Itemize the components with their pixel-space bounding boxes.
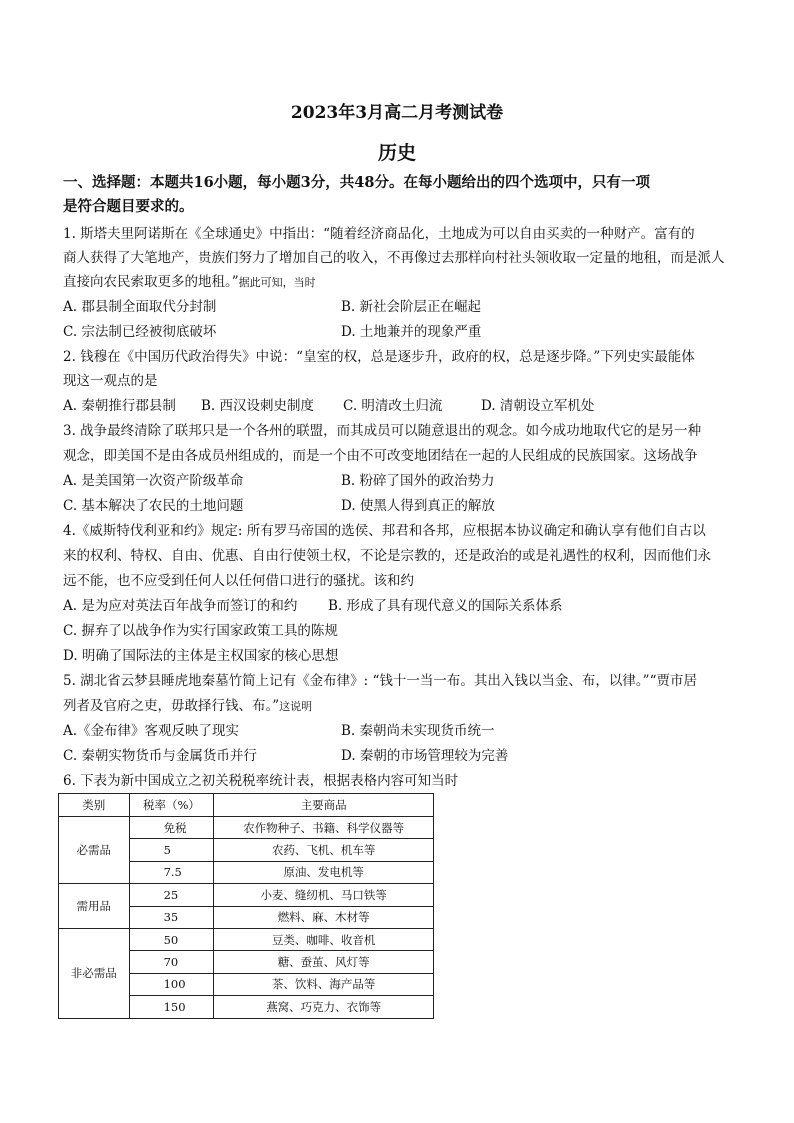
- q4-line: 4.《威斯特伐利亚和约》规定: 所有罗马帝国的选侯、邦君和各邦，应根据本协议确定和确认享有他们自古以: [63, 523, 706, 539]
- q1-stem-tail: 据此可知，当时: [238, 276, 316, 289]
- q2-option-d[interactable]: D. 清朝设立军机处: [481, 398, 595, 414]
- q3-option-a[interactable]: A. 是美国第一次资产阶级革命: [63, 473, 244, 489]
- q4-line: 来的权利、特权、自由、优惠、自由行使领土权，不论是宗教的，还是政治的或是礼遇性的权利，因而他们永: [63, 548, 711, 564]
- q5-option-a[interactable]: A.《金布律》客观反映了现实: [63, 723, 240, 739]
- goods-cell: 燃料、麻、木材等: [214, 906, 434, 928]
- q3-line: 3. 战争最终清除了联邦只是一个各州的联盟，而其成员可以随意退出的观念。如今成功地取代它的是另一种: [63, 423, 702, 439]
- goods-cell: 豆类、咖啡、收音机: [214, 928, 434, 950]
- q5-option-d[interactable]: D. 秦朝的市场管理较为完善: [341, 748, 509, 764]
- rate-cell: 35: [129, 906, 214, 928]
- goods-cell: 农药、飞机、机车等: [214, 839, 434, 861]
- goods-cell: 原油、发电机等: [214, 861, 434, 883]
- q5-line-text: 列者及官府之吏，毋敢择行钱、布。”: [63, 698, 280, 714]
- q1-option-d[interactable]: D. 土地兼并的现象严重: [341, 324, 482, 340]
- q3-option-c[interactable]: C. 基本解决了农民的土地问题: [63, 498, 244, 514]
- q5-line-last: [63, 698, 763, 715]
- q6-stem: 6. 下表为新中国成立之初关税税率统计表，根据表格内容可知当时: [63, 773, 459, 789]
- rate-cell: 5: [129, 839, 214, 861]
- table-row: [59, 928, 434, 950]
- table-header-row: [59, 794, 434, 817]
- q2-line: 现这一观点的是: [63, 373, 158, 389]
- q1-line: 商人获得了大笔地产，贵族们努力了增加自己的收入，不再像过去那样向村社头领收取一定量的地租，而是派人: [63, 250, 725, 266]
- section-heading-line1: 一、选择题：本题共16小题，每小题3分，共48分。在每小题给出的四个选项中，只有一项: [63, 174, 650, 191]
- header-category: 类别: [59, 794, 130, 817]
- rate-cell: 150: [129, 996, 214, 1018]
- goods-cell: 农作物种子、书籍、科学仪器等: [214, 817, 434, 839]
- q1-option-a[interactable]: A. 郡县制全面取代分封制: [63, 299, 217, 315]
- subject-title: 历史: [377, 142, 416, 164]
- q2-line: 2. 钱穆在《中国历代政治得失》中说：“皇室的权，总是逐步升，政府的权，总是逐步降。”下列史实最能体: [63, 349, 695, 365]
- goods-cell: 糖、蚕茧、风灯等: [214, 951, 434, 973]
- q4-option-a[interactable]: A. 是为应对英法百年战争而签订的和约: [63, 598, 298, 614]
- category-cell: 需用品: [59, 884, 130, 929]
- q2-option-c[interactable]: C. 明清改土归流: [343, 398, 443, 414]
- q1-line: 1. 斯塔夫里阿诺斯在《全球通史》中指出：“随着经济商品化，土地成为可以自由买卖的一种财产。富有的: [63, 226, 695, 242]
- tariff-table: [58, 793, 434, 1019]
- goods-cell: 茶、饮料、海产品等: [214, 973, 434, 995]
- q4-option-b[interactable]: B. 形成了具有现代意义的国际关系体系: [328, 598, 563, 614]
- q3-line: 观念，即美国不是由各成员州组成的，而是一个由不可改变地团结在一起的人民组成的民族国家。这场战争: [63, 448, 698, 464]
- exam-title: 2023年3月高二月考测试卷: [290, 103, 504, 123]
- q5-line: 5. 湖北省云梦县睡虎地秦墓竹简上记有《金布律》: “钱十一当一布。其出入钱以当金、布，以律。”“贾市居: [63, 673, 697, 689]
- q5-stem-tail: 这说明: [279, 700, 313, 713]
- q3-option-b[interactable]: B. 粉碎了国外的政治势力: [341, 473, 495, 489]
- table-row: [59, 817, 434, 839]
- section-heading-line2: 是符合题目要求的。: [63, 198, 194, 215]
- rate-cell: 50: [129, 928, 214, 950]
- header-goods: 主要商品: [214, 794, 434, 817]
- category-cell: 非必需品: [59, 928, 130, 1018]
- q1-line-text: 直接向农民索取更多的地租。”: [63, 274, 239, 290]
- rate-cell: 70: [129, 951, 214, 973]
- q1-line-last: [63, 274, 763, 291]
- q1-option-c[interactable]: C. 宗法制已经被彻底破坏: [63, 324, 217, 340]
- header-rate: 税率（%）: [129, 794, 214, 817]
- rate-cell: 7.5: [129, 861, 214, 883]
- q4-option-c[interactable]: C. 摒弃了以战争作为实行国家政策工具的陈规: [63, 623, 338, 639]
- table-row: [59, 884, 434, 906]
- rate-cell: 25: [129, 884, 214, 906]
- goods-cell: 燕窝、巧克力、衣饰等: [214, 996, 434, 1018]
- q2-option-b[interactable]: B. 西汉设刺史制度: [201, 398, 315, 414]
- q5-option-c[interactable]: C. 秦朝实物货币与金属货币并行: [63, 748, 257, 764]
- q1-option-b[interactable]: B. 新社会阶层正在崛起: [341, 299, 482, 315]
- goods-cell: 小麦、缝纫机、马口铁等: [214, 884, 434, 906]
- q4-option-d[interactable]: D. 明确了国际法的主体是主权国家的核心思想: [63, 648, 339, 664]
- q3-option-d[interactable]: D. 使黑人得到真正的解放: [341, 498, 495, 514]
- category-cell: 必需品: [59, 817, 130, 884]
- q5-option-b[interactable]: B. 秦朝尚未实现货币统一: [341, 723, 495, 739]
- q2-option-a[interactable]: A. 秦朝推行郡县制: [63, 398, 176, 414]
- q4-line: 远不能，也不应受到任何人以任何借口进行的骚扰。该和约: [63, 573, 414, 589]
- rate-cell: 100: [129, 973, 214, 995]
- rate-cell: 免税: [129, 817, 214, 839]
